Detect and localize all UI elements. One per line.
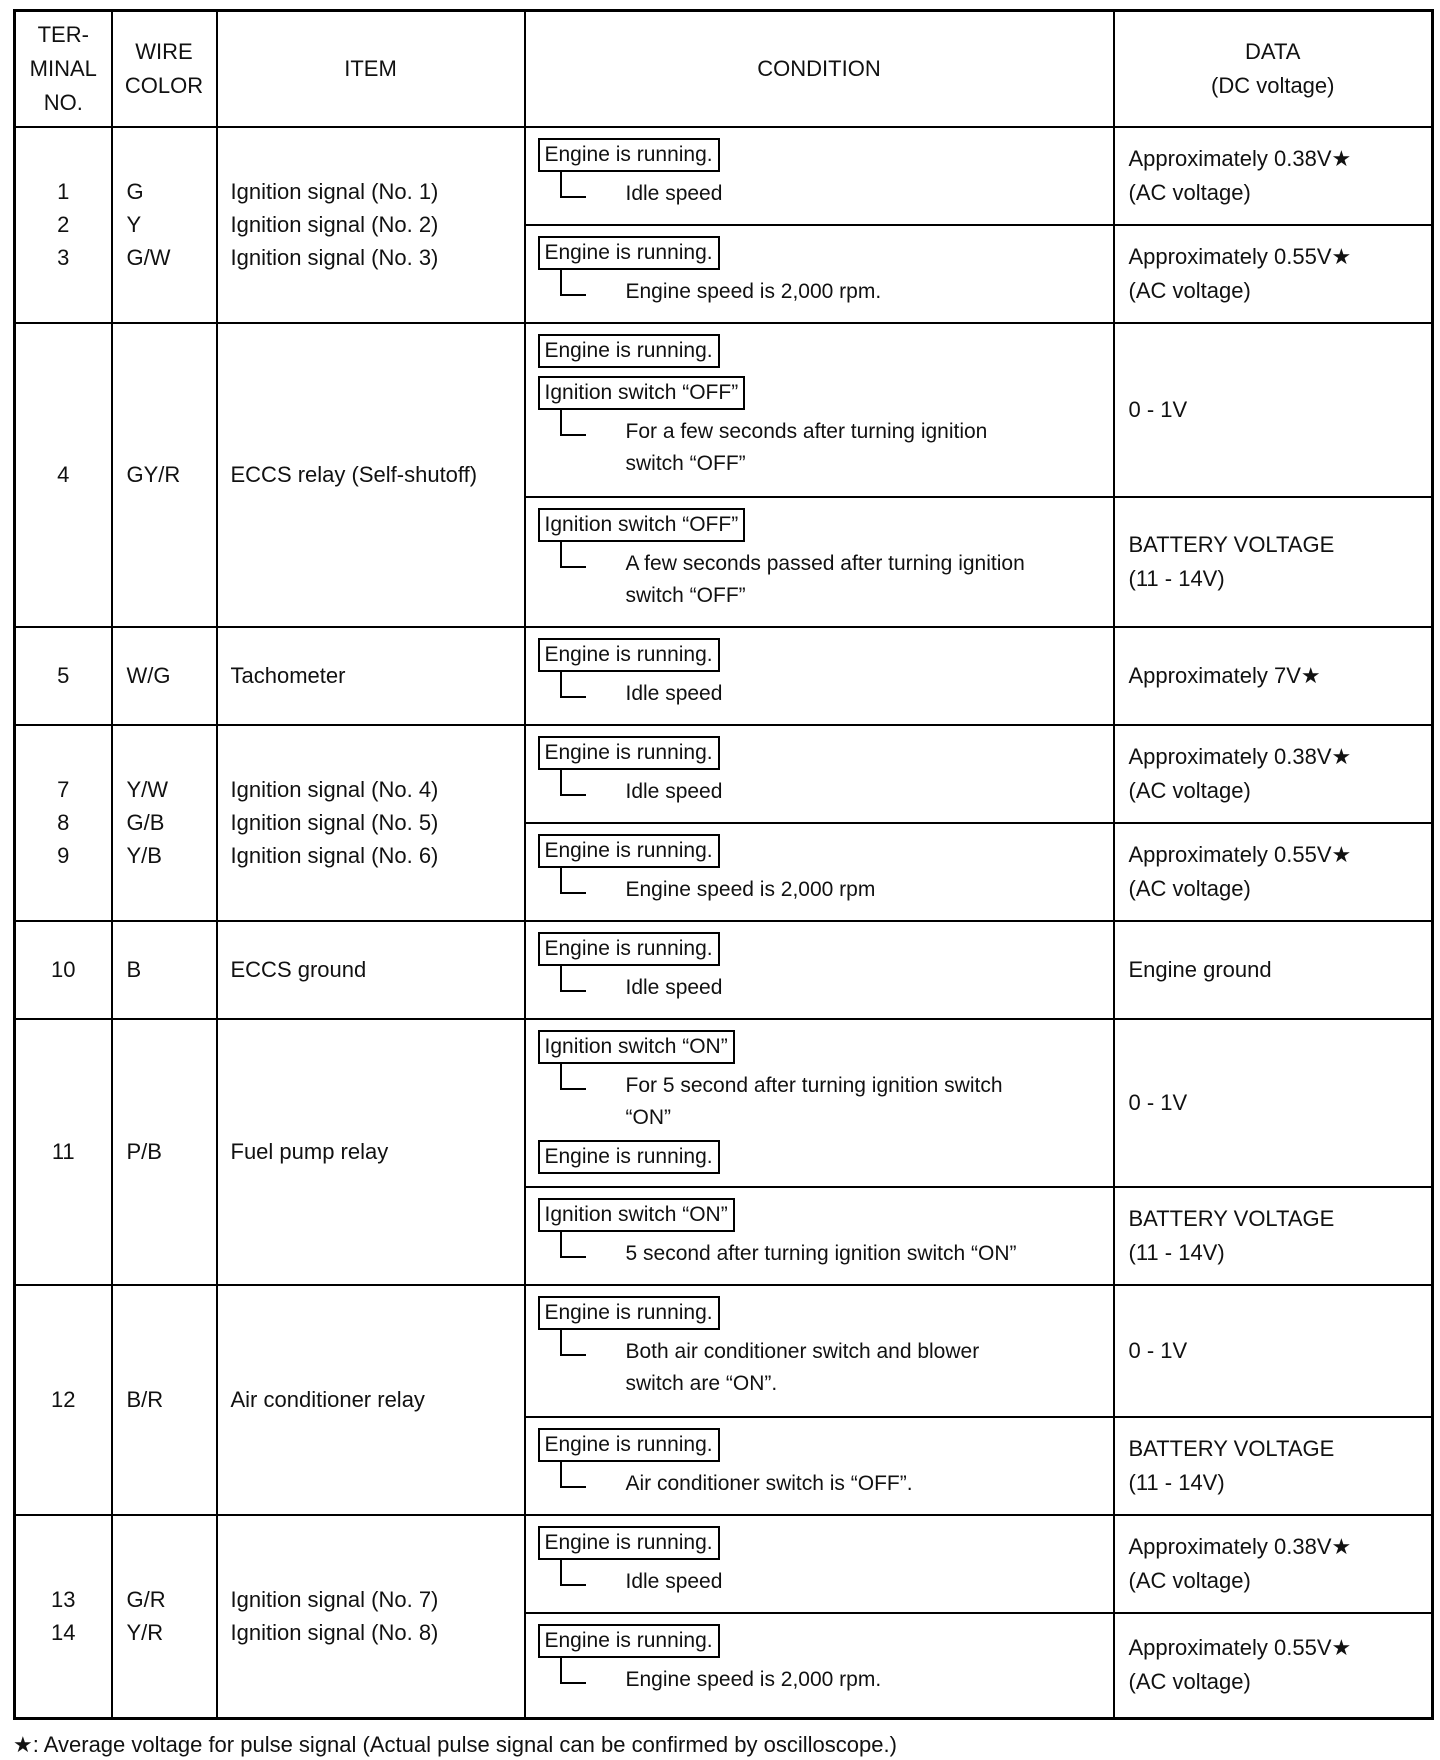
condition-box: Engine is running. <box>538 1140 720 1174</box>
condition-box-row <box>538 930 1103 972</box>
data-value: Approximately 0.55V★ <box>1128 841 1352 867</box>
header-data <box>1114 11 1433 127</box>
terminal-number: 1 <box>57 179 70 204</box>
header-data-line: DATA <box>1245 38 1301 64</box>
condition-box: Ignition switch “OFF” <box>538 508 746 542</box>
condition-cell <box>525 1019 1114 1187</box>
terminal-cell <box>15 127 112 323</box>
condition-cell <box>525 127 1114 225</box>
condition-detail-text: switch “OFF” <box>625 583 746 607</box>
condition-detail-text: Engine speed is 2,000 rpm <box>625 877 876 901</box>
table-body <box>15 127 1433 1719</box>
wire-color: Y/R <box>126 1620 164 1646</box>
data-value: (11 - 14V) <box>1128 1239 1225 1265</box>
data-cell <box>1114 497 1433 627</box>
condition-box-row <box>538 1138 1103 1180</box>
condition-box-row <box>538 1028 1103 1070</box>
condition-box: Engine is running. <box>538 236 720 270</box>
data-value: BATTERY VOLTAGE <box>1128 1205 1335 1231</box>
condition-detail-text: Engine speed is 2,000 rpm. <box>625 279 882 303</box>
data-cell <box>1114 1515 1433 1613</box>
condition-box: Ignition switch “ON” <box>538 1030 735 1064</box>
wire-color: G/R <box>126 1587 166 1613</box>
terminal-cell <box>15 1515 112 1719</box>
terminal-cell <box>15 1285 112 1515</box>
item-cell <box>217 1515 525 1719</box>
condition-box: Engine is running. <box>538 334 720 368</box>
condition-detail-text: Idle speed <box>625 975 723 999</box>
item-cell <box>217 1285 525 1515</box>
condition-box-row <box>538 1196 1103 1238</box>
data-value: Approximately 0.55V★ <box>1128 243 1352 269</box>
item-name: ECCS relay (Self-shutoff) <box>230 462 478 487</box>
wire-color-cell <box>112 1285 217 1515</box>
wire-color-cell <box>112 1019 217 1285</box>
data-value: 0 - 1V <box>1128 396 1188 422</box>
data-value: BATTERY VOLTAGE <box>1128 1435 1335 1461</box>
data-value: (AC voltage) <box>1128 777 1251 803</box>
bracket-connector-icon <box>560 670 586 698</box>
data-value: Approximately 0.38V★ <box>1128 743 1352 769</box>
bracket-connector-icon <box>560 1230 586 1258</box>
condition-cell <box>525 627 1114 725</box>
data-cell <box>1114 323 1433 497</box>
condition-detail <box>560 178 1103 210</box>
item-name: Ignition signal (No. 1) <box>230 179 439 204</box>
table-row <box>15 921 1433 1019</box>
data-cell <box>1114 1417 1433 1515</box>
data-value: Approximately 0.38V★ <box>1128 1533 1352 1559</box>
terminal-cell <box>15 323 112 627</box>
condition-box: Engine is running. <box>538 736 720 770</box>
header-terminal-line: NO. <box>43 89 83 115</box>
condition-detail-text: A few seconds passed after turning ignition <box>625 551 1025 575</box>
condition-detail-text: For a few seconds after turning ignition <box>625 419 988 443</box>
data-value: Engine ground <box>1128 956 1272 982</box>
condition-detail <box>560 1336 1103 1400</box>
item-name: Ignition signal (No. 4) <box>230 777 439 802</box>
condition-box-row <box>538 1426 1103 1468</box>
data-value: Approximately 0.38V★ <box>1128 145 1352 171</box>
header-wire-line: WIRE <box>135 38 193 64</box>
condition-box: Engine is running. <box>538 1624 720 1658</box>
data-cell <box>1114 127 1433 225</box>
condition-cell <box>525 1285 1114 1417</box>
wire-color: G <box>126 179 144 204</box>
item-name: Ignition signal (No. 6) <box>230 843 439 868</box>
terminal-number: 12 <box>51 1387 76 1412</box>
data-value: (11 - 14V) <box>1128 565 1225 591</box>
condition-detail-text: 5 second after turning ignition switch “ON” <box>625 1241 1017 1265</box>
condition-box-row <box>538 832 1103 874</box>
data-cell <box>1114 1019 1433 1187</box>
table-row <box>15 323 1433 497</box>
item-name: Ignition signal (No. 5) <box>230 810 439 835</box>
condition-detail-text: switch “OFF” <box>625 451 746 475</box>
wire-color: Y <box>126 212 142 237</box>
header-data-line: (DC voltage) <box>1211 72 1335 98</box>
table-row <box>15 627 1433 725</box>
condition-box-row <box>538 506 1103 548</box>
table-row <box>15 1019 1433 1187</box>
condition-cell <box>525 725 1114 823</box>
condition-box-row <box>538 1524 1103 1566</box>
condition-detail-text: switch are “ON”. <box>625 1371 778 1395</box>
bracket-connector-icon <box>560 964 586 992</box>
data-cell <box>1114 225 1433 323</box>
item-name: ECCS ground <box>230 957 367 982</box>
wire-color: W/G <box>126 663 171 688</box>
wire-color-cell <box>112 127 217 323</box>
header-wire-line: COLOR <box>124 72 204 98</box>
condition-box: Engine is running. <box>538 834 720 868</box>
condition-cell <box>525 497 1114 627</box>
condition-detail <box>560 1566 1103 1598</box>
data-value: Approximately 0.55V★ <box>1128 1635 1352 1661</box>
terminal-number: 2 <box>57 212 70 237</box>
bracket-connector-icon <box>560 170 586 198</box>
wire-color: Y/W <box>126 777 169 802</box>
table-row <box>15 1285 1433 1417</box>
data-value: 0 - 1V <box>1128 1337 1188 1363</box>
data-value: (AC voltage) <box>1128 1669 1251 1695</box>
wire-color: G/B <box>126 810 165 835</box>
condition-cell <box>525 323 1114 497</box>
condition-detail-text: Air conditioner switch is “OFF”. <box>625 1471 913 1495</box>
data-value: BATTERY VOLTAGE <box>1128 531 1335 557</box>
data-cell <box>1114 823 1433 921</box>
item-name: Tachometer <box>230 663 346 688</box>
table-row <box>15 725 1433 823</box>
footnote: ★: Average voltage for pulse signal (Actual pulse signal can be confirmed by oscilloscope.) <box>13 1732 897 1757</box>
condition-detail <box>560 874 1103 906</box>
data-cell <box>1114 921 1433 1019</box>
table-row <box>15 127 1433 225</box>
terminal-number: 4 <box>57 462 70 487</box>
condition-cell <box>525 1613 1114 1719</box>
wire-color-cell <box>112 725 217 921</box>
terminal-number: 11 <box>51 1139 75 1164</box>
terminal-number: 10 <box>51 957 76 982</box>
bracket-connector-icon <box>560 408 586 436</box>
condition-box-row <box>538 374 1103 416</box>
condition-box: Engine is running. <box>538 932 720 966</box>
condition-detail <box>560 1070 1103 1134</box>
condition-box-row <box>538 734 1103 776</box>
bracket-connector-icon <box>560 1558 586 1586</box>
condition-box-row <box>538 1294 1103 1336</box>
wire-color: B/R <box>126 1387 164 1412</box>
data-value: (AC voltage) <box>1128 1567 1251 1593</box>
data-cell <box>1114 725 1433 823</box>
condition-box-row <box>538 136 1103 178</box>
condition-cell <box>525 823 1114 921</box>
condition-detail <box>560 416 1103 480</box>
bracket-connector-icon <box>560 1328 586 1356</box>
wire-color-cell <box>112 1515 217 1719</box>
condition-box: Engine is running. <box>538 638 720 672</box>
condition-detail <box>560 1664 1103 1696</box>
condition-detail <box>560 548 1103 612</box>
wire-color: GY/R <box>126 462 181 487</box>
data-value: (AC voltage) <box>1128 277 1251 303</box>
wire-color: B <box>126 957 142 982</box>
condition-detail-text: Idle speed <box>625 181 723 205</box>
condition-detail <box>560 776 1103 808</box>
item-cell <box>217 1019 525 1285</box>
data-value: 0 - 1V <box>1128 1089 1188 1115</box>
item-cell <box>217 323 525 627</box>
terminal-number: 7 <box>57 777 70 802</box>
condition-box: Ignition switch “OFF” <box>538 376 746 410</box>
data-cell <box>1114 1285 1433 1417</box>
item-cell <box>217 127 525 323</box>
wire-color: G/W <box>126 245 171 270</box>
bracket-connector-icon <box>560 268 586 296</box>
header-row <box>15 11 1433 127</box>
terminal-number: 5 <box>57 663 70 688</box>
condition-detail-text: For 5 second after turning ignition switch <box>625 1073 1003 1097</box>
data-cell <box>1114 1187 1433 1285</box>
terminal-data-table <box>13 9 1434 1720</box>
condition-detail <box>560 972 1103 1004</box>
condition-detail-text: Idle speed <box>625 681 723 705</box>
terminal-number: 9 <box>57 843 70 868</box>
data-value: (AC voltage) <box>1128 875 1251 901</box>
wire-color: P/B <box>126 1139 162 1164</box>
condition-cell <box>525 1515 1114 1613</box>
bracket-connector-icon <box>560 540 586 568</box>
table-row <box>15 1515 1433 1613</box>
terminal-number: 3 <box>57 245 70 270</box>
bracket-connector-icon <box>560 1460 586 1488</box>
condition-detail-text: Idle speed <box>625 779 723 803</box>
item-name: Ignition signal (No. 8) <box>230 1620 439 1646</box>
header-wire-color <box>112 11 217 127</box>
terminal-number: 13 <box>51 1587 76 1613</box>
condition-detail-text: Engine speed is 2,000 rpm. <box>625 1667 882 1691</box>
terminal-cell <box>15 627 112 725</box>
condition-cell <box>525 921 1114 1019</box>
terminal-cell <box>15 725 112 921</box>
condition-detail-text: “ON” <box>625 1105 671 1129</box>
item-name: Air conditioner relay <box>230 1387 425 1412</box>
condition-box-row <box>538 636 1103 678</box>
terminal-number: 14 <box>51 1620 76 1646</box>
condition-box-row <box>538 234 1103 276</box>
condition-detail-text: Both air conditioner switch and blower <box>625 1339 980 1363</box>
wire-color-cell <box>112 921 217 1019</box>
wire-color-cell <box>112 323 217 627</box>
item-name: Fuel pump relay <box>230 1139 389 1164</box>
condition-cell <box>525 225 1114 323</box>
condition-box: Engine is running. <box>538 1428 720 1462</box>
item-cell <box>217 725 525 921</box>
bracket-connector-icon <box>560 1656 586 1684</box>
condition-detail <box>560 276 1103 308</box>
bracket-connector-icon <box>560 866 586 894</box>
item-name: Ignition signal (No. 7) <box>230 1587 439 1613</box>
condition-cell <box>525 1417 1114 1515</box>
wire-color-cell <box>112 627 217 725</box>
header-terminal-line: TER- <box>37 21 89 47</box>
item-name: Ignition signal (No. 2) <box>230 212 439 237</box>
data-value: Approximately 7V★ <box>1128 662 1321 688</box>
page <box>13 9 1431 1760</box>
header-condition: CONDITION <box>525 11 1114 127</box>
condition-box: Engine is running. <box>538 138 720 172</box>
condition-box: Ignition switch “ON” <box>538 1198 735 1232</box>
item-cell <box>217 627 525 725</box>
condition-box: Engine is running. <box>538 1296 720 1330</box>
data-value: (11 - 14V) <box>1128 1469 1225 1495</box>
condition-box-row <box>538 332 1103 374</box>
data-cell <box>1114 1613 1433 1719</box>
terminal-cell <box>15 1019 112 1285</box>
condition-detail <box>560 1238 1103 1270</box>
condition-box: Engine is running. <box>538 1526 720 1560</box>
condition-cell <box>525 1187 1114 1285</box>
item-cell <box>217 921 525 1019</box>
condition-detail <box>560 678 1103 710</box>
condition-detail-text: Idle speed <box>625 1569 723 1593</box>
wire-color: Y/B <box>126 843 162 868</box>
condition-box-row <box>538 1622 1103 1664</box>
bracket-connector-icon <box>560 1062 586 1090</box>
item-name: Ignition signal (No. 3) <box>230 245 439 270</box>
data-cell <box>1114 627 1433 725</box>
header-terminal <box>15 11 112 127</box>
data-value: (AC voltage) <box>1128 179 1251 205</box>
header-terminal-line: MINAL <box>29 55 97 81</box>
header-item: ITEM <box>217 11 525 127</box>
terminal-cell <box>15 921 112 1019</box>
condition-detail <box>560 1468 1103 1500</box>
terminal-number: 8 <box>57 810 70 835</box>
bracket-connector-icon <box>560 768 586 796</box>
